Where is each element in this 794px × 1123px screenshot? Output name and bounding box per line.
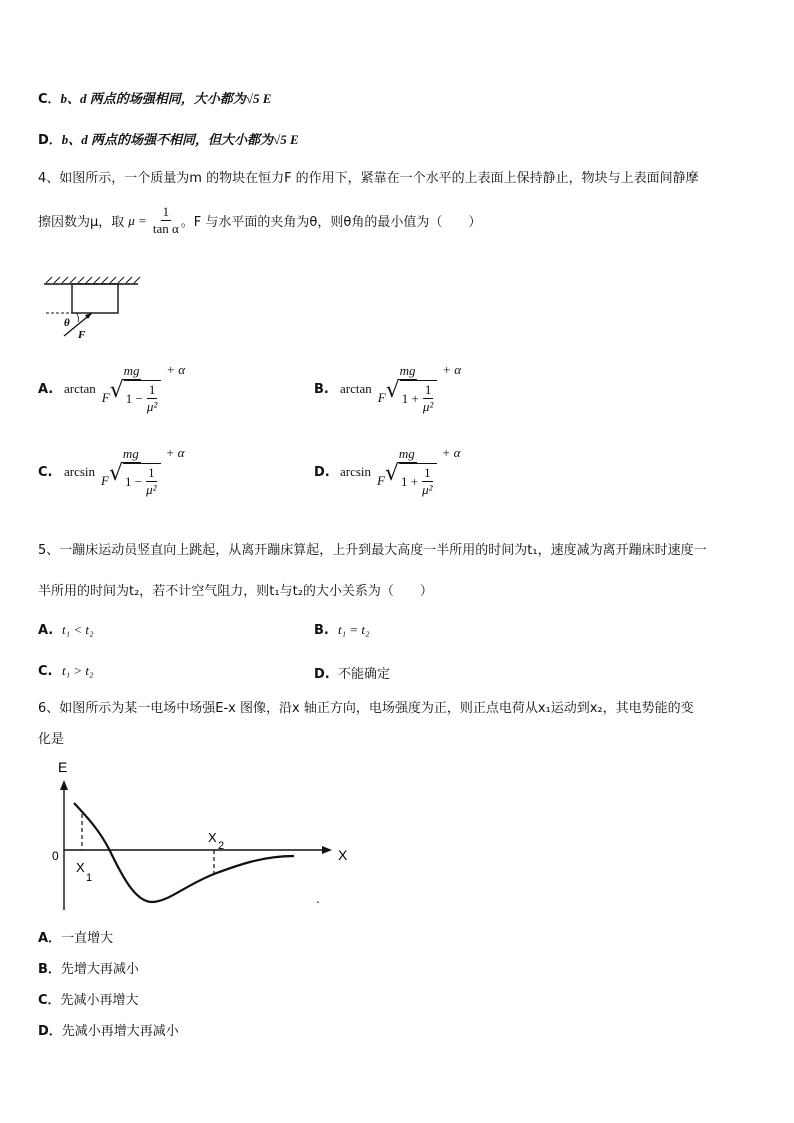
function-name: arcsin bbox=[340, 464, 372, 479]
origin-label: 0 bbox=[52, 849, 59, 863]
q4-option-a bbox=[38, 363, 185, 415]
option-text: b、d 两点的场强相同，大小都为 bbox=[60, 91, 246, 106]
option-value: √5 E bbox=[245, 91, 272, 106]
root-term: 1 + bbox=[401, 390, 419, 406]
f-symbol: F bbox=[377, 389, 386, 405]
option-label: A． bbox=[38, 931, 62, 946]
y-axis-label: E bbox=[58, 759, 68, 775]
formula-fraction bbox=[376, 363, 440, 415]
x2-label: X bbox=[208, 830, 217, 845]
q4-option-b bbox=[314, 363, 461, 415]
inner-denominator: μ² bbox=[146, 399, 158, 414]
square-root: √ 1 + $\frac{1}{\text{μ²}}$ bbox=[385, 463, 437, 498]
option-text: 先减小再增大再减小 bbox=[61, 1024, 179, 1039]
q6-option-b bbox=[38, 958, 139, 977]
inner-denominator: μ² bbox=[146, 482, 157, 497]
option-text: 先增大再减小 bbox=[60, 962, 139, 977]
field-curve bbox=[74, 803, 294, 902]
block bbox=[72, 284, 118, 313]
fraction-denominator bbox=[100, 380, 164, 415]
stem-text: 擦因数为μ，取 bbox=[38, 215, 125, 230]
formula-fraction bbox=[375, 446, 439, 498]
fraction-denominator bbox=[375, 463, 439, 498]
option-label: D． bbox=[38, 133, 62, 148]
option-label: A. bbox=[38, 623, 54, 638]
q6-stem-line1: 6、如图所示为某一电场中场强E-x 图像，沿x 轴正方向，电场强度为正，则正点电荷从x₁运动到x₂，其电势能的变 bbox=[38, 701, 694, 716]
option-label: C. bbox=[38, 664, 53, 679]
option-text: 不能确定 bbox=[338, 667, 391, 682]
x-axis-label: X bbox=[338, 847, 348, 863]
q4-stem-line1: 4、如图所示，一个质量为m 的物块在恒力F 的作用下，紧靠在一个水平的上表面上保持静止，物块与上表面间静摩 bbox=[38, 171, 699, 186]
formula-tail: + α bbox=[165, 445, 185, 460]
inner-numerator: 1 bbox=[148, 382, 156, 397]
fraction-numerator: mg bbox=[123, 363, 140, 378]
force-label: F bbox=[78, 329, 86, 341]
inner-numerator: 1 bbox=[424, 465, 431, 480]
square-root: √ 1 − $\frac{1}{\text{μ²}}$ bbox=[110, 380, 162, 415]
fraction-denominator: tan α bbox=[152, 221, 179, 236]
ceiling-hatch bbox=[46, 277, 140, 283]
inner-denominator: μ² bbox=[422, 399, 434, 414]
fraction-numerator: mg bbox=[122, 446, 139, 461]
q5-option-d bbox=[314, 663, 390, 682]
q6-option-c bbox=[38, 989, 139, 1008]
option-label: B. bbox=[314, 623, 329, 638]
f-symbol: F bbox=[101, 472, 109, 488]
square-root: √ 1 − $\frac{1}{\text{μ²}}$ bbox=[109, 463, 161, 498]
option-text: 一直增大 bbox=[61, 931, 114, 946]
option-label: C． bbox=[38, 92, 61, 107]
square-root: √ 1 + $\frac{1}{\text{μ²}}$ bbox=[386, 380, 438, 415]
stray-dot: . bbox=[316, 892, 320, 906]
x1-subscript: 1 bbox=[86, 872, 93, 884]
fraction-denominator bbox=[99, 463, 163, 498]
q5-option-c bbox=[38, 663, 94, 679]
x-axis-arrowhead bbox=[322, 846, 332, 854]
option-label: D． bbox=[38, 1024, 62, 1039]
q6-option-d bbox=[38, 1020, 179, 1039]
q3-option-c bbox=[38, 88, 271, 107]
formula-tail: + α bbox=[166, 362, 186, 377]
q5-option-a bbox=[38, 622, 94, 638]
option-value: √5 E bbox=[273, 132, 299, 147]
formula-fraction bbox=[99, 446, 163, 498]
root-term: 1 − bbox=[125, 390, 143, 406]
option-label: C． bbox=[38, 993, 61, 1008]
inner-numerator: 1 bbox=[424, 382, 432, 397]
option-label: B． bbox=[38, 962, 61, 977]
option-text: t₁ > t₂ bbox=[62, 663, 94, 678]
option-label: C. bbox=[38, 464, 53, 480]
option-text: b、d 两点的场强不相同，但大小都为 bbox=[61, 132, 274, 147]
option-text: t₁ < t₂ bbox=[62, 622, 94, 637]
angle-arc bbox=[76, 313, 79, 322]
root-term: 1 − bbox=[125, 473, 143, 489]
mu-fraction bbox=[151, 204, 181, 237]
fraction-numerator: mg bbox=[399, 363, 416, 378]
option-label: D. bbox=[314, 464, 330, 480]
q4-option-d bbox=[314, 446, 460, 498]
option-label: A. bbox=[38, 381, 54, 397]
root-term: 1 + bbox=[401, 473, 419, 489]
x2-subscript: 2 bbox=[218, 840, 225, 852]
function-name: arctan bbox=[64, 381, 96, 396]
function-name: arctan bbox=[340, 381, 372, 396]
q4-block-figure bbox=[40, 272, 150, 342]
f-symbol: F bbox=[101, 389, 110, 405]
q6-e-x-graph bbox=[48, 756, 348, 916]
theta-label: θ bbox=[64, 317, 70, 329]
q6-option-a bbox=[38, 927, 113, 946]
q4-stem-line2 bbox=[38, 204, 481, 237]
y-axis-arrowhead bbox=[60, 780, 68, 790]
formula-fraction bbox=[100, 363, 164, 415]
option-label: B. bbox=[314, 381, 329, 397]
q4-option-c bbox=[38, 446, 184, 498]
stem-text: 。F 与水平面的夹角为θ，则θ角的最小值为（ ） bbox=[180, 215, 482, 230]
q6-stem-line2: 化是 bbox=[38, 732, 65, 747]
fraction-denominator bbox=[376, 380, 440, 415]
f-symbol: F bbox=[377, 472, 385, 488]
mu-equals: μ = bbox=[128, 212, 147, 228]
fraction-numerator: 1 bbox=[162, 204, 170, 219]
q5-stem-line1: 5、一蹦床运动员竖直向上跳起，从离开蹦床算起，上升到最大高度一半所用的时间为t₁，速度减为离开蹦床时速度一 bbox=[38, 543, 707, 558]
fraction-numerator: mg bbox=[398, 446, 415, 461]
inner-numerator: 1 bbox=[148, 465, 155, 480]
q5-stem-line2: 半所用的时间为t₂，若不计空气阻力，则t₁与t₂的大小关系为（ ） bbox=[38, 584, 433, 599]
option-text: 先减小再增大 bbox=[60, 993, 139, 1008]
x1-label: X bbox=[76, 860, 85, 875]
formula-tail: + α bbox=[441, 445, 461, 460]
option-label: D. bbox=[314, 667, 330, 682]
q3-option-d bbox=[38, 129, 299, 148]
option-text: t₁ = t₂ bbox=[338, 622, 370, 637]
inner-denominator: μ² bbox=[422, 482, 433, 497]
function-name: arcsin bbox=[64, 464, 96, 479]
q5-option-b bbox=[314, 622, 370, 638]
formula-tail: + α bbox=[442, 362, 462, 377]
